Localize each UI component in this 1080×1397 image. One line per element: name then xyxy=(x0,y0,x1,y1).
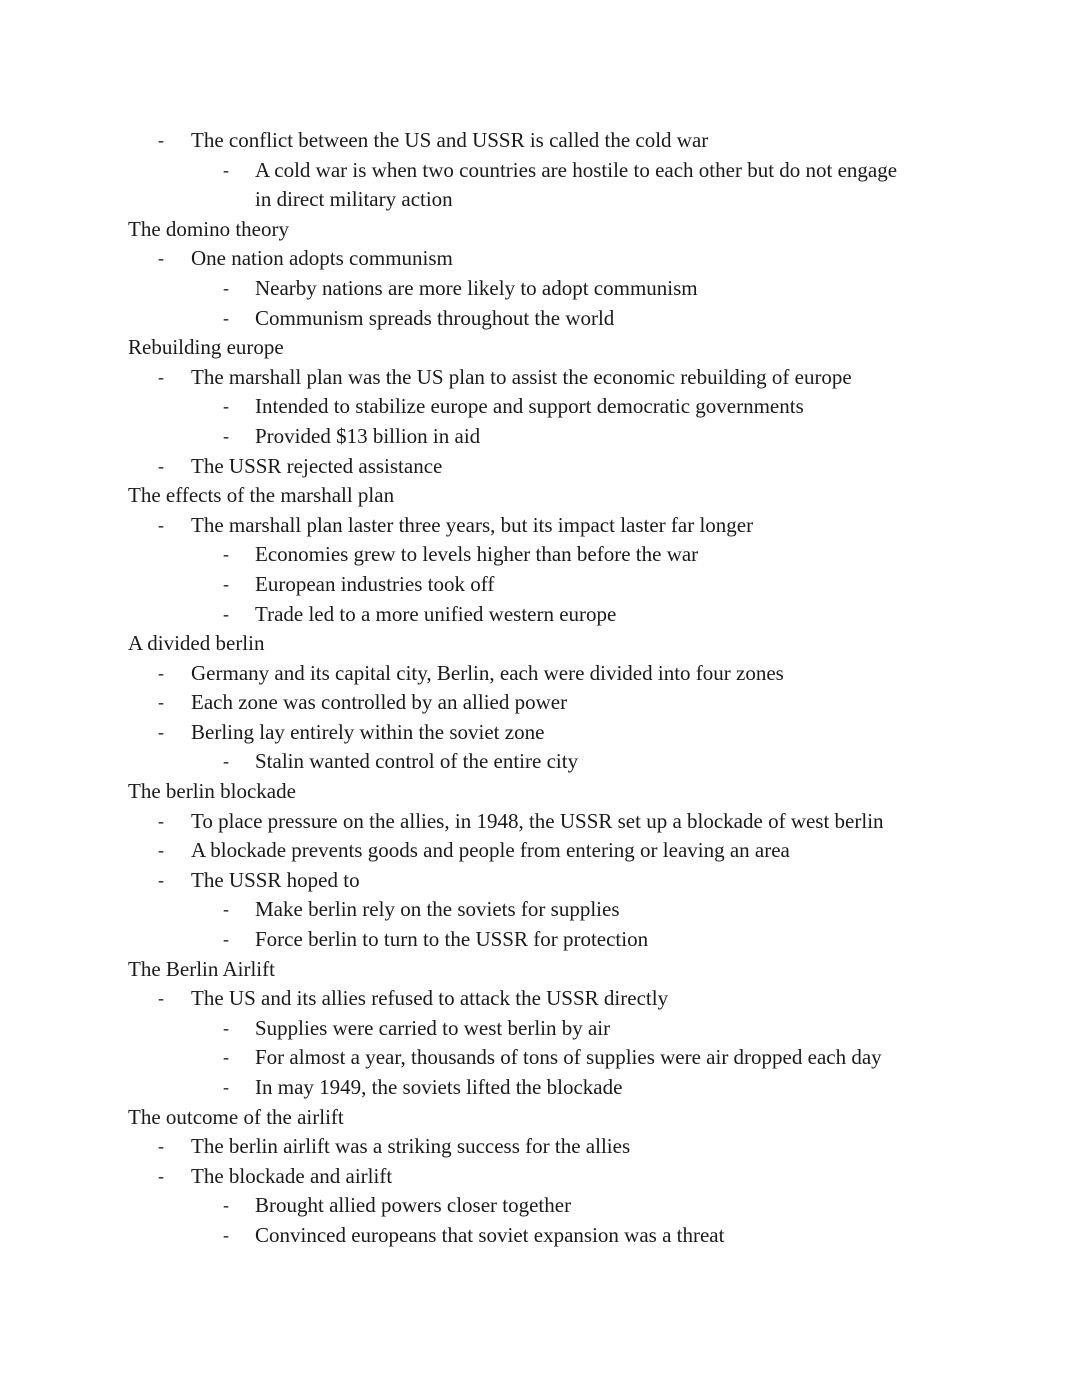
sub-bullet-continuation xyxy=(0,185,1080,215)
dash-bullet-icon: - xyxy=(223,1017,229,1038)
dash-bullet-icon: - xyxy=(223,544,229,565)
line-text: The Berlin Airlift xyxy=(128,956,275,981)
dash-bullet-icon: - xyxy=(158,366,164,387)
line-text: The berlin blockade xyxy=(128,779,296,804)
line-text: The USSR rejected assistance xyxy=(191,453,443,478)
line-text: To place pressure on the allies, in 1948, the USSR set up a blockade of west berlin xyxy=(191,808,884,833)
bullet-item xyxy=(0,984,1080,1014)
line-text: The marshall plan laster three years, but its impact laster far longer xyxy=(191,512,754,537)
dash-bullet-icon: - xyxy=(158,455,164,476)
line-text: Trade led to a more unified western europe xyxy=(255,601,617,626)
bullet-item xyxy=(0,244,1080,274)
dash-bullet-icon: - xyxy=(158,662,164,683)
line-text: in direct military action xyxy=(255,187,453,212)
dash-bullet-icon: - xyxy=(158,692,164,713)
line-text: A blockade prevents goods and people from entering or leaving an area xyxy=(191,838,790,863)
line-text: Brought allied powers closer together xyxy=(255,1193,572,1218)
notes-document xyxy=(0,126,1080,1251)
bullet-item xyxy=(0,807,1080,837)
dash-bullet-icon: - xyxy=(223,425,229,446)
sub-bullet-item xyxy=(0,1221,1080,1251)
dash-bullet-icon: - xyxy=(223,751,229,772)
bullet-item xyxy=(0,659,1080,689)
dash-bullet-icon: - xyxy=(158,988,164,1009)
sub-bullet-item xyxy=(0,1191,1080,1221)
bullet-item xyxy=(0,866,1080,896)
bullet-item xyxy=(0,452,1080,482)
line-text: In may 1949, the soviets lifted the blockade xyxy=(255,1075,623,1099)
line-text: Convinced europeans that soviet expansion was a threat xyxy=(255,1222,725,1247)
bullet-item xyxy=(0,1132,1080,1162)
bullet-item xyxy=(0,836,1080,866)
dash-bullet-icon: - xyxy=(223,1224,229,1245)
line-text: The US and its allies refused to attack the USSR directly xyxy=(191,986,669,1011)
line-text: The berlin airlift was a striking success for the allies xyxy=(191,1134,631,1159)
section-heading xyxy=(0,629,1080,659)
dash-bullet-icon: - xyxy=(158,810,164,831)
section-heading xyxy=(0,1103,1080,1133)
line-text: Nearby nations are more likely to adopt communism xyxy=(255,275,698,300)
line-text: Force berlin to turn to the USSR for protection xyxy=(255,927,649,952)
sub-bullet-item xyxy=(0,304,1080,334)
section-heading xyxy=(0,215,1080,245)
bullet-item xyxy=(0,718,1080,748)
line-text: Rebuilding europe xyxy=(128,335,284,360)
dash-bullet-icon: - xyxy=(223,159,229,180)
line-text: Each zone was controlled by an allied power xyxy=(191,690,568,715)
line-text: European industries took off xyxy=(255,571,495,596)
dash-bullet-icon: - xyxy=(223,1077,229,1097)
bullet-item xyxy=(0,688,1080,718)
line-text: The marshall plan was the US plan to assist the economic rebuilding of europe xyxy=(191,364,852,389)
dash-bullet-icon: - xyxy=(158,869,164,890)
line-text: The effects of the marshall plan xyxy=(128,483,395,508)
dash-bullet-icon: - xyxy=(223,277,229,298)
line-text: Intended to stabilize europe and support democratic governments xyxy=(255,394,804,419)
dash-bullet-icon: - xyxy=(223,1195,229,1216)
line-text: Supplies were carried to west berlin by air xyxy=(255,1015,611,1040)
bullet-item xyxy=(0,126,1080,156)
sub-bullet-item xyxy=(0,392,1080,422)
line-text: Communism spreads throughout the world xyxy=(255,305,615,330)
line-text: Economies grew to levels higher than before the war xyxy=(255,542,699,567)
dash-bullet-icon: - xyxy=(158,248,164,269)
sub-bullet-item xyxy=(0,600,1080,630)
sub-bullet-item xyxy=(0,422,1080,452)
line-text: A divided berlin xyxy=(128,631,265,656)
line-text: For almost a year, thousands of tons of supplies were air dropped each day xyxy=(255,1045,882,1070)
section-heading xyxy=(0,481,1080,511)
dash-bullet-icon: - xyxy=(223,899,229,920)
line-text: The domino theory xyxy=(128,216,289,241)
line-text: The outcome of the airlift xyxy=(128,1104,344,1129)
line-text: The conflict between the US and USSR is called the cold war xyxy=(191,128,709,152)
sub-bullet-item xyxy=(0,274,1080,304)
dash-bullet-icon: - xyxy=(158,1165,164,1186)
dash-bullet-icon: - xyxy=(223,929,229,950)
section-heading xyxy=(0,955,1080,985)
bullet-item xyxy=(0,1162,1080,1192)
bullet-item xyxy=(0,363,1080,393)
sub-bullet-item xyxy=(0,570,1080,600)
sub-bullet-item xyxy=(0,1014,1080,1044)
line-text: Provided $13 billion in aid xyxy=(255,423,481,448)
sub-bullet-item xyxy=(0,156,1080,186)
dash-bullet-icon: - xyxy=(223,603,229,624)
sub-bullet-item xyxy=(0,747,1080,777)
line-text: One nation adopts communism xyxy=(191,246,453,271)
section-heading xyxy=(0,333,1080,363)
dash-bullet-icon: - xyxy=(223,1047,229,1068)
section-heading xyxy=(0,777,1080,807)
sub-bullet-item xyxy=(0,895,1080,925)
line-text: The USSR hoped to xyxy=(191,867,360,892)
dash-bullet-icon: - xyxy=(158,130,164,150)
line-text: Make berlin rely on the soviets for supplies xyxy=(255,897,620,922)
line-text: Stalin wanted control of the entire city xyxy=(255,749,579,774)
line-text: Berling lay entirely within the soviet zone xyxy=(191,719,545,744)
dash-bullet-icon: - xyxy=(223,573,229,594)
sub-bullet-item xyxy=(0,1073,1080,1103)
sub-bullet-item xyxy=(0,1043,1080,1073)
line-text: A cold war is when two countries are hostile to each other but do not engage xyxy=(255,157,898,182)
sub-bullet-item xyxy=(0,925,1080,955)
dash-bullet-icon: - xyxy=(158,1136,164,1157)
bullet-item xyxy=(0,511,1080,541)
dash-bullet-icon: - xyxy=(158,840,164,861)
line-text: Germany and its capital city, Berlin, each were divided into four zones xyxy=(191,660,784,685)
dash-bullet-icon: - xyxy=(223,307,229,328)
sub-bullet-item xyxy=(0,540,1080,570)
line-text: The blockade and airlift xyxy=(191,1163,393,1188)
dash-bullet-icon: - xyxy=(158,514,164,535)
dash-bullet-icon: - xyxy=(158,721,164,742)
dash-bullet-icon: - xyxy=(223,396,229,417)
